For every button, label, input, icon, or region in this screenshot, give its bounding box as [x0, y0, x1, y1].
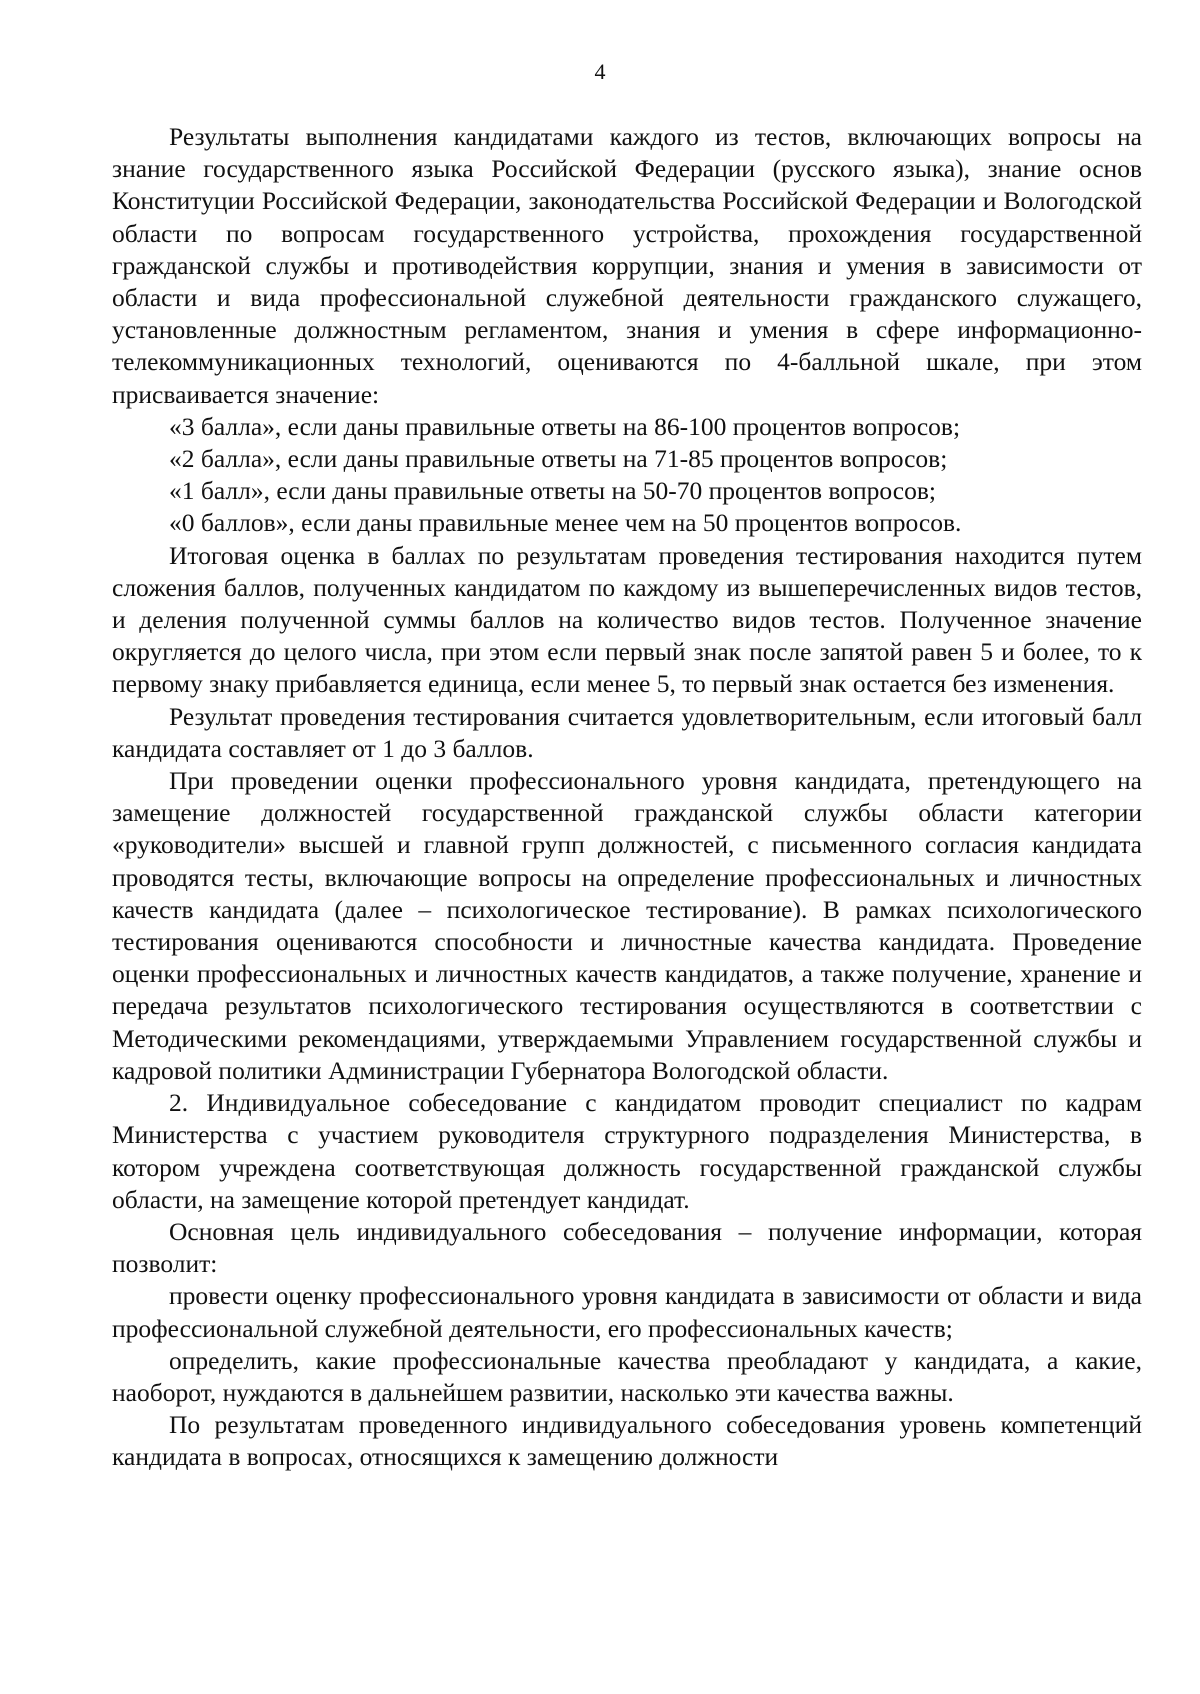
paragraph-individual-interview: 2. Индивидуальное собеседование с кандидатом проводит специалист по кадрам Министерства с участием руководителя структурного подразделения Министерства, в котором учреждена соответствующая должность государственной гражданской службы области, на замещение которой претендует кандидат.	[112, 1088, 1142, 1214]
page-number: 4	[594, 59, 606, 84]
paragraph-score-0: «0 баллов», если даны правильные менее чем на 50 процентов вопросов.	[169, 508, 962, 538]
paragraph-goal-assess-level: провести оценку профессионального уровня кандидата в зависимости от области и вида профессиональной служебной деятельности, его профессиональных качеств;	[112, 1281, 1142, 1343]
paragraph-score-3: «3 балла», если даны правильные ответы на 86-100 процентов вопросов;	[169, 411, 961, 441]
document-body	[112, 121, 1142, 1474]
paragraph-score-1: «1 балл», если даны правильные ответы на 50-70 процентов вопросов;	[169, 476, 936, 506]
paragraph-satisfactory-result: Результат проведения тестирования считается удовлетворительным, если итоговый балл кандидата составляет от 1 до 3 баллов.	[112, 701, 1142, 763]
paragraph-interview-goal: Основная цель индивидуального собеседования – получение информации, которая позволит:	[112, 1216, 1142, 1279]
paragraph-final-score: Итоговая оценка в баллах по результатам проведения тестирования находится путем сложения баллов, полученных кандидатом по каждому из вышеперечисленных видов тестов, и деления полученной суммы баллов на количество видов тестов. Полученное значение округляется до целого числа, при этом если первый знак после запятой равен 5 и более, то к первому знаку прибавляется единица, если менее 5, то первый знак остается без изменения.	[112, 540, 1142, 699]
paragraph-interview-results: По результатам проведенного индивидуального собеседования уровень компетенций кандидата в вопросах, относящихся к замещению должности	[112, 1410, 1142, 1472]
paragraph-test-results: Результаты выполнения кандидатами каждого из тестов, включающих вопросы на знание государственного языка Российской Федерации (русского языка), знание основ Конституции Российской Федерации, законодательства Российской Федерации и Вологодской области по вопросам государственного устройства, прохождения государственной гражданской службы и противодействия коррупции, знания и умения в зависимости от области и вида профессиональной служебной деятельности гражданского служащего, установленные должностным регламентом, знания и умения в сфере информационно-телекоммуникационных технологий, оцениваются по 4-балльной шкале, при этом присваивается значение:	[112, 122, 1142, 409]
paragraph-score-2: «2 балла», если даны правильные ответы на 71-85 процентов вопросов;	[169, 444, 948, 474]
paragraph-psychological-testing: При проведении оценки профессионального уровня кандидата, претендующего на замещение должностей государственной гражданской службы области категории «руководители» высшей и главной групп должностей, с письменного согласия кандидата проводятся тесты, включающие вопросы на определение профессиональных и личностных качеств кандидата (далее – психологическое тестирование). В рамках психологического тестирования оцениваются способности и личностные качества кандидата. Проведение оценки профессиональных и личностных качеств кандидатов, а также получение, хранение и передача результатов психологического тестирования осуществляются в соответствии с Методическими рекомендациями, утверждаемыми Управлением государственной службы и кадровой политики Администрации Губернатора Вологодской области.	[112, 766, 1142, 1085]
paragraph-goal-determine-qualities: определить, какие профессиональные качества преобладают у кандидата, а какие, наоборот, нуждаются в дальнейшем развитии, насколько эти качества важны.	[112, 1345, 1142, 1407]
